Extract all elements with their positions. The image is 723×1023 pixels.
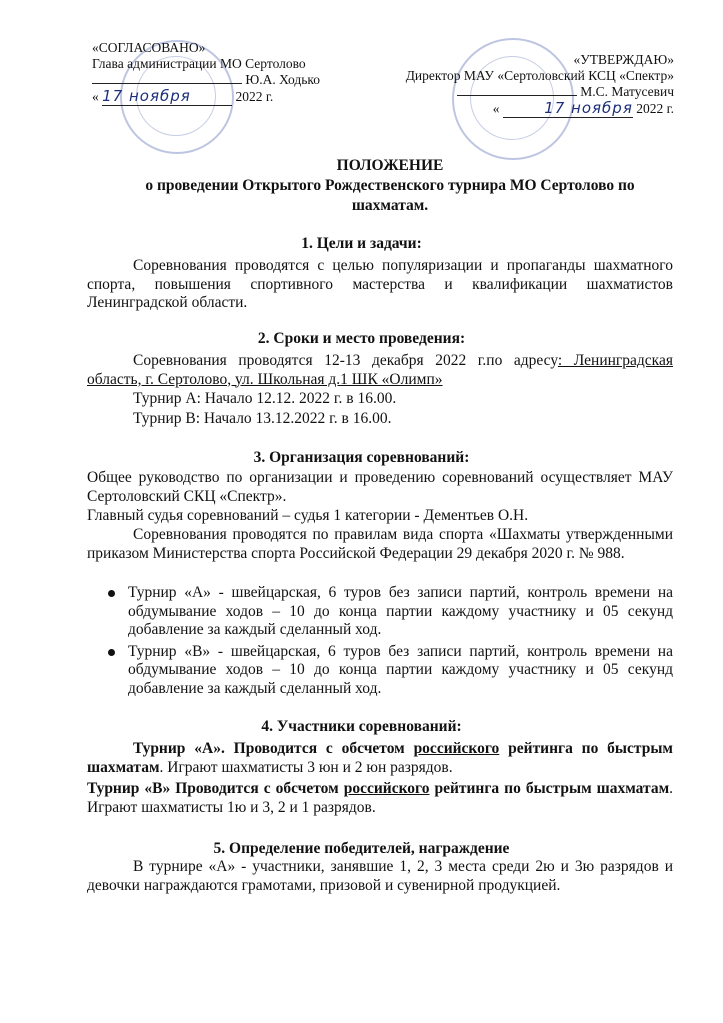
left-date-year: 2022 г.: [235, 89, 274, 104]
participants-a-bold: Турнир «А». Проводится с обсчетом: [133, 740, 414, 757]
left-date-line: [92, 88, 362, 106]
bullet-icon: [108, 590, 115, 597]
section-3-text1: Общее руководство по организации и проведению соревнований осуществляет МАУ Сертоловский СКЦ «Спектр».: [87, 469, 673, 505]
section-3-heading: 3. Организация соревнований:: [253, 449, 470, 466]
list-item: [108, 643, 673, 699]
section-4-heading: 4. Участники соревнований:: [261, 718, 462, 735]
title-line2: о проведении Открытого Рождественского турнира МО Сертолово по: [145, 177, 635, 194]
participants-a-underlined: российского: [413, 740, 500, 757]
tournament-a-start: Турнир А: Начало 12.12. 2022 г. в 16.00.: [133, 390, 397, 407]
list-item: [108, 584, 673, 640]
approved-label: «УТВЕРЖДАЮ»: [573, 52, 674, 67]
agreed-label: «СОГЛАСОВАНО»: [92, 40, 206, 55]
section-5-text: В турнире «А» - участники, занявшие 1, 2, 3 места среди 2ю и 3ю разрядов и девочки награждаются грамотами, призовой и сувенирной продукцией.: [87, 858, 673, 894]
right-date-open: «: [492, 101, 500, 116]
signature-line-right: [457, 95, 577, 96]
document-title: [60, 156, 720, 216]
rule-tournament-b: Турнир «В» - швейцарская, 6 туров без записи партий, контроль времени на обдумывание ходов – 10 до конца партии каждому участнику и 05 секунд добавление за каждый сделанный ход.: [128, 642, 673, 697]
tournament-rules-list: [108, 584, 673, 701]
participants-tournament-b: [87, 780, 673, 817]
title-line3: шахматам.: [351, 197, 429, 214]
section-2-address: : Ленинградская область, г. Сертолово, ул. Школьная д.1 ШК «Олимп»: [87, 352, 673, 388]
signature-line-left: [92, 83, 242, 84]
participants-tournament-a: [87, 740, 673, 777]
right-position: Директор МАУ «Сертоловский КСЦ «Спектр»: [405, 68, 674, 83]
approval-block-right: [382, 52, 674, 118]
participants-b-rest: . Играют шахматисты 1ю и 3, 2 и 1 разрядов.: [87, 780, 674, 816]
left-date-handwritten: 17 ноября: [102, 87, 191, 105]
tournament-b-start: Турнир В: Начало 13.12.2022 г. в 16.00.: [133, 410, 392, 427]
right-date-handwritten: 17 ноября: [544, 99, 633, 117]
section-2-heading: 2. Сроки и место проведения:: [257, 330, 466, 347]
right-date-line: [382, 100, 674, 118]
section-2-text-a: Соревнования проводятся 12-13 декабря 2022 г.по адресу: [133, 352, 558, 369]
participants-b-underlined: российского: [343, 780, 430, 797]
left-name: Ю.А. Ходько: [245, 72, 321, 87]
right-name-line: [382, 84, 674, 100]
participants-a-rest: . Играют шахматисты 3 юн и 2 юн разрядов.: [159, 758, 453, 776]
participants-b-bold: Турнир «В» Проводится с обсчетом: [87, 780, 344, 797]
left-position: Глава администрации МО Сертолово: [92, 56, 306, 71]
right-date-year: 2022 г.: [636, 101, 674, 116]
section-1-text: Соревнования проводятся с целью популяризации и пропаганды шахматного спорта, повышения спортивного мастерства и квалификации шахматистов Ленинградской области.: [87, 257, 673, 311]
bullet-icon: [108, 649, 115, 656]
left-name-line: [92, 72, 362, 88]
approval-block-left: [92, 40, 362, 106]
section-5-heading: 5. Определение победителей, награждение: [213, 840, 510, 857]
section-1-heading: 1. Цели и задачи:: [301, 235, 422, 252]
section-2-text: [87, 352, 673, 389]
rule-tournament-a: Турнир «А» - швейцарская, 6 туров без записи партий, контроль времени на обдумывание ходов – 10 до конца партии каждому участнику и 05 секунд добавление за каждый сделанный ход.: [128, 584, 673, 638]
left-date-field: [102, 88, 232, 106]
left-date-open: «: [92, 89, 99, 104]
participants-b-bold-2: рейтинга по быстрым шахматам: [429, 780, 670, 797]
participants-a-bold-2: рейтинга по быстрым шахматам: [87, 740, 673, 776]
section-3-text2: Главный судья соревнований – судья 1 категории - Дементьев О.Н.: [87, 507, 529, 524]
title-line1: ПОЛОЖЕНИЕ: [336, 157, 444, 174]
right-date-field: [503, 100, 633, 118]
right-name: М.С. Матусевич: [580, 84, 674, 99]
section-3-text3: Соревнования проводятся по правилам вида спорта «Шахматы утвержденными приказом Министерства спорта Российской Федерации 29 декабря 2020 г. № 988.: [87, 526, 673, 562]
